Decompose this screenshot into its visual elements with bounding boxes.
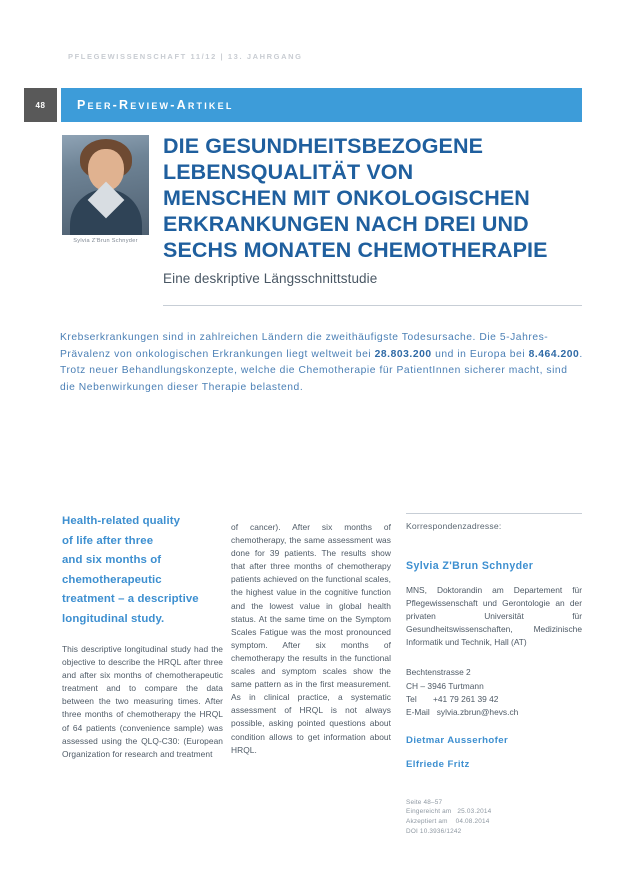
meta-accepted: Akzeptiert am 04.08.2014 [406,818,490,826]
correspondence-label: Korrespondenzadresse: [406,521,502,531]
abstract-de-part3: . Trotz neuer Behandlungskonzepte, welche die Chemotherapie für PatientInnen sicherer macht, sind die Nebenwirkungen dieser Therapie belastend. [60,348,583,393]
publication-meta [406,798,582,836]
meta-submitted: Eingereicht am 25.03.2014 [406,808,492,816]
abstract-de-part2: und in Europa bei [431,348,529,360]
contact-phone: Tel +41 79 261 39 42 [406,693,499,704]
coauthor-2: Elfriede Fritz [406,758,470,770]
abstract-de-figure1: 28.803.200 [374,348,432,360]
peer-review-banner [61,88,582,122]
banner-label: Peer-Review-Artikel [77,98,234,112]
abstract-de-figure2: 8.464.200 [528,348,580,360]
contact-email[interactable]: E-Mail sylvia.zbrun@hevs.ch [406,706,519,717]
title-block [163,133,588,286]
title-line-4: ERKRANKUNGEN NACH DREI UND [163,212,529,236]
english-abstract-text-1: This descriptive longitudinal study had the objective to describe the HRQL after three and after six months of chemotherapeutic treatment and to compare the data between the two measuring times. After three months of chemotherapy the HRQL of 64 patients (convenience sample) was assessed using the QLQ-C30: (European Organization for research and treatment [62,644,223,759]
meta-doi: DOI 10.3936/1242 [406,827,462,835]
title-divider [163,305,582,306]
title-line-2: LEBENSQUALITÄT VON [163,160,414,184]
title-line-5: SECHS MONATEN CHEMOTHERAPIE [163,238,548,262]
en-heading-line-6: longitudinal study. [62,612,165,625]
meta-pages: Seite 48–57 [406,798,443,806]
en-heading-line-1: Health-related quality [62,515,181,527]
title-line-1: DIE GESUNDHEITSBEZOGENE [163,134,484,158]
page-subtitle: Eine deskriptive Längsschnittstudie [163,271,378,286]
en-heading-line-3: and six months of [62,554,162,566]
running-head: PFLEGEWISSENSCHAFT 11/12 | 13. JAHRGANG [68,52,303,61]
english-abstract-column-1 [62,512,223,761]
english-abstract-text-2: of cancer). After six months of chemotherapy, the same assessment was done for 39 patients. The results show that after three months of chemotherapy patients achieved on the functional scales, the highest value in the cognitive function and the lowest value in global health status. At the same time on the Symptom Scales Fatigue was the most pronounced symptom. After six months of chemotherapy the results in the functional scales and symptom scales show the same pattern as in the first measurement. As in clinical practice, a systematic assessment of HRQL is not always possible, asking pointed questions about condition allows to get information about HRQL. [231,522,391,755]
correspondence-divider [406,513,582,514]
contact-city: CH – 3946 Turtmann [406,680,484,691]
correspondence-name: Sylvia Z'Brun Schnyder [406,560,534,572]
author-portrait [62,135,149,235]
page-title [163,133,588,263]
en-heading-line-2: of life after three [62,534,154,547]
en-heading-line-5: treatment – a descriptive [62,593,199,605]
page-number-tab: 48 [24,88,57,122]
correspondence-affiliation: MNS, Doktorandin am Departement für Pflegewissenschaft und Gerontologie an der privaten Universität für Gesundheitswissenschaften, Medizinische Informatik und Technik, Hall (AT) [406,585,582,648]
correspondence-contact [406,666,582,718]
german-abstract [60,330,585,396]
contact-street: Bechtenstrasse 2 [406,667,471,678]
en-heading-line-4: chemotherapeutic [62,573,162,586]
coauthor-1: Dietmar Ausserhofer [406,734,509,746]
english-abstract-heading [62,512,223,629]
correspondence-column [406,513,582,836]
title-line-3: MENSCHEN MIT ONKOLOGISCHEN [163,186,530,210]
author-photo-caption: Sylvia Z'Brun Schnyder [73,238,138,244]
author-photo-block [62,135,149,244]
abstract-de-part1: Krebserkrankungen sind in zahlreichen Ländern die zweithäufigste Todesursache. Die 5-Jahres-Prävalenz von onkologischen Erkrankungen liegt weltweit bei [60,332,549,360]
